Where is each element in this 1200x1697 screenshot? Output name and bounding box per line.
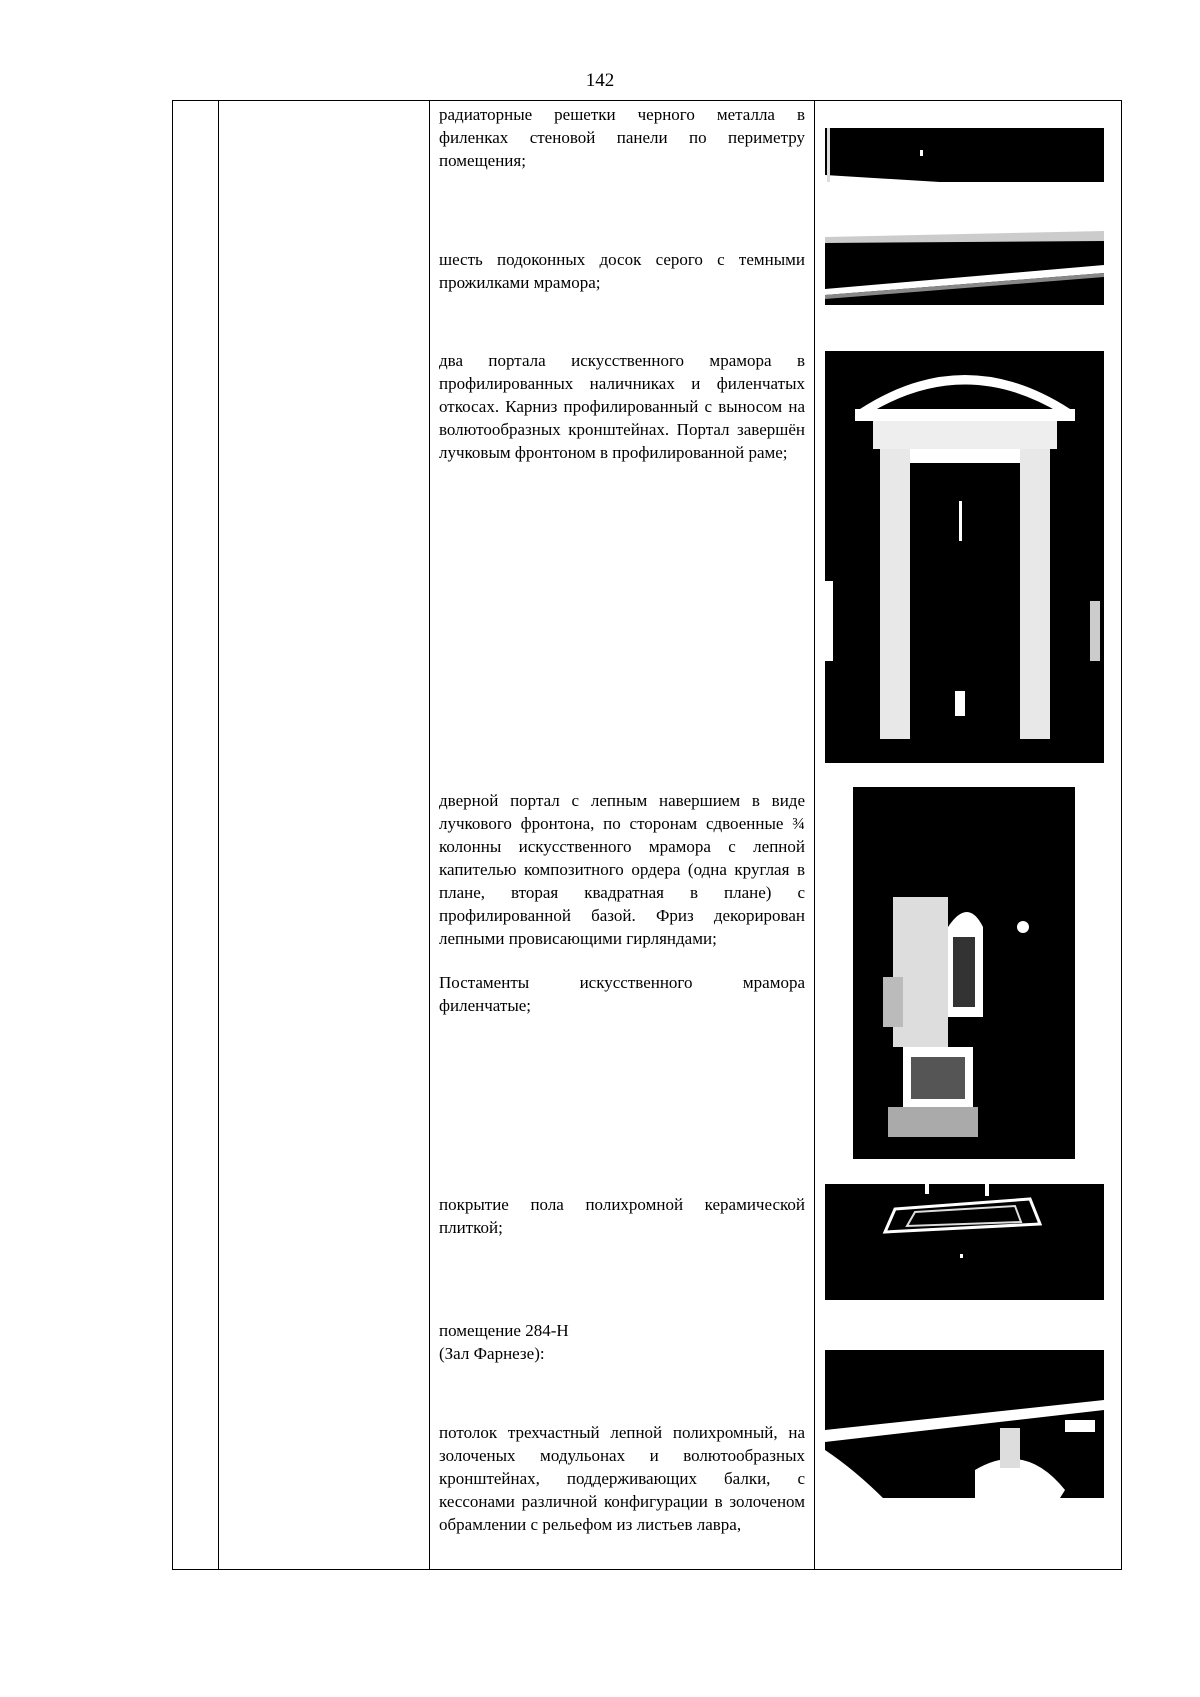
page-number: 142 [585, 70, 615, 91]
photo-radiator-grilles [825, 120, 1104, 198]
photo-ceiling-farnese [825, 1350, 1104, 1506]
description-cell [430, 101, 815, 1570]
item-marble-portals: два портала искусственного мрамора в профилированных наличниках и филенчатых откосах. Карниз профилированный с выносом на волютообразных кронштейнах. Портал завершён лучковым фронтоном в профилированной раме; [439, 351, 805, 462]
number-cell [173, 101, 219, 1570]
item-radiator-grilles: радиаторные решетки черного металла в филенках стеновой панели по периметру помещения; [439, 105, 805, 170]
photo-floor-tiles [825, 1184, 1104, 1300]
room-name: (Зал Фарнезе): [439, 1344, 545, 1363]
item-floor-tiling: покрытие пола полихромной керамической плиткой; [439, 1195, 805, 1237]
object-name-cell [219, 101, 430, 1570]
item-door-portal: дверной портал с лепным навершием в виде лучкового фронтона, по сторонам сдвоенные ¾ колонны искусственного мрамора с лепной капителью композитного ордера (одна круглая в плане, вторая квадратная в плане) с профилированной базой. Фриз декорирован лепными провисающими гирляндами; [439, 791, 805, 948]
photo-cell [815, 101, 1122, 1570]
room-number: помещение 284-Н [439, 1321, 569, 1340]
photo-window-sills [825, 227, 1104, 305]
photo-door-portal [853, 787, 1075, 1159]
table-row [173, 101, 1122, 1570]
photo-marble-portal [825, 351, 1104, 763]
item-pedestals: Постаменты искусственного мрамора филенчатые; [439, 973, 805, 1015]
item-window-sills: шесть подоконных досок серого с темными прожилками мрамора; [439, 250, 805, 292]
heritage-table [172, 100, 1122, 1570]
item-ceiling: потолок трехчастный лепной полихромный, на золоченых модульонах и волютообразных кронштейнах, поддерживающих балки, с кессонами различной конфигурации в золоченом обрамлении с рельефом из листьев лавра, [439, 1423, 805, 1534]
item-room-heading [439, 1319, 805, 1365]
